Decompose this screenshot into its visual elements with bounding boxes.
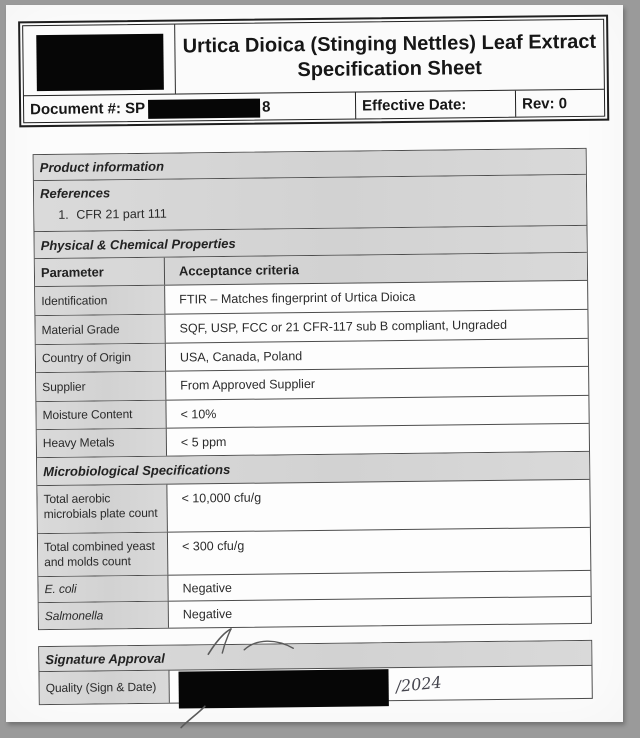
rev-cell: Rev: 0: [515, 90, 604, 117]
value-cell: FTIR – Matches fingerprint of Urtica Dioica: [179, 289, 416, 307]
signature-table: [38, 640, 593, 705]
table-row: [37, 480, 590, 534]
section-label: Product information: [39, 158, 165, 176]
logo-cell: [23, 25, 176, 96]
value-cell: Negative: [182, 580, 232, 596]
parameter-cell: Heavy Metals: [37, 429, 167, 457]
header-top-row: [23, 20, 604, 96]
value-cell: USA, Canada, Poland: [179, 348, 303, 365]
signature-row: [39, 666, 591, 704]
table-row: [39, 597, 591, 629]
signature-stroke: [181, 706, 205, 727]
logo-redaction-box: [36, 34, 164, 91]
header-inner-border: [22, 19, 605, 124]
document-number-prefix: Document #: SP: [30, 99, 146, 118]
document-number-suffix: 8: [262, 97, 271, 116]
specification-table: [33, 148, 592, 630]
document-number-cell: [24, 93, 355, 123]
value-cell: < 300 cfu/g: [181, 538, 245, 554]
section-label: Microbiological Specifications: [43, 461, 231, 480]
table-row: [38, 528, 590, 577]
document-content: [2, 2, 627, 726]
signature-cell: [169, 666, 591, 703]
parameter-cell: Supplier: [36, 372, 166, 401]
signature-redaction-box: [178, 669, 388, 708]
section-label: Signature Approval: [45, 650, 165, 667]
section-label: Physical & Chemical Properties: [40, 235, 236, 253]
document-header: [18, 15, 609, 128]
parameter-cell: Salmonella: [39, 602, 169, 629]
value-cell: From Approved Supplier: [180, 376, 316, 393]
parameter-cell: Identification: [35, 286, 165, 315]
value-cell: < 10,000 cfu/g: [181, 490, 262, 506]
handwritten-date: /2024: [394, 672, 443, 697]
quality-label-cell: Quality (Sign & Date): [39, 671, 169, 704]
references-item: [34, 207, 167, 223]
document-title: Urtica Dioica (Stinging Nettles) Leaf Extract Specification Sheet: [182, 30, 597, 81]
parameter-cell: Total aerobic microbials plate count: [37, 485, 168, 533]
document-page: [6, 5, 623, 722]
parameter-cell: Moisture Content: [36, 401, 166, 429]
value-cell: SQF, USP, FCC or 21 CFR-117 sub B compliant, Ungraded: [179, 317, 508, 336]
table-row-references: [34, 175, 587, 232]
effective-date-cell: Effective Date:: [355, 91, 515, 119]
criteria-header-cell: Acceptance criteria: [178, 262, 299, 279]
document-number-redaction-box: [148, 99, 260, 119]
value-cell: Negative: [182, 606, 233, 622]
references-item-text: CFR 21 part 111: [76, 206, 167, 222]
references-label: References: [39, 185, 111, 202]
references-item-number: 1.: [58, 207, 69, 222]
parameter-cell: Material Grade: [35, 315, 165, 344]
parameter-cell: E. coli: [38, 576, 168, 602]
value-cell: < 10%: [180, 406, 217, 422]
value-cell: < 5 ppm: [180, 434, 227, 450]
parameter-cell: Country of Origin: [36, 344, 166, 372]
parameter-header-cell: Parameter: [35, 258, 165, 286]
parameter-cell: Total combined yeast and molds count: [38, 533, 168, 576]
